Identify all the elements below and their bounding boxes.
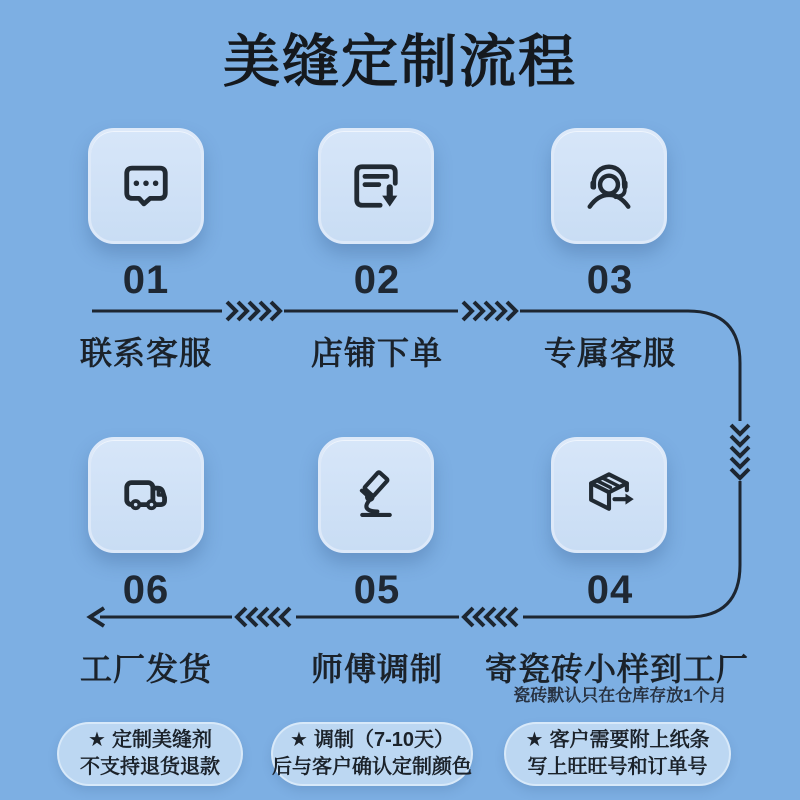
star-icon: ★ (290, 729, 308, 751)
chevrons-down (731, 425, 749, 478)
chevrons-left-1 (464, 608, 517, 626)
step-label: 专属客服 (543, 335, 676, 371)
note-pill-2 (271, 722, 473, 786)
headset-agent-icon (576, 153, 642, 219)
note-line-1: ★ 调制（7-10天） (290, 729, 454, 751)
step-card-01 (88, 128, 204, 244)
step-sublabel: 瓷砖默认只在仓库存放1个月 (513, 686, 727, 705)
step-number: 05 (353, 568, 401, 612)
chevrons-right-1 (227, 302, 280, 320)
step-label: 寄瓷砖小样到工厂 (485, 651, 750, 687)
step-card-05 (318, 437, 434, 553)
step-label: 师傅调制 (310, 651, 443, 687)
note-line-2: 不支持退货退款 (80, 756, 220, 778)
step-card-04 (551, 437, 667, 553)
step-number: 06 (122, 568, 170, 612)
step-number: 02 (353, 258, 401, 302)
step-card-06 (88, 437, 204, 553)
step-number: 03 (586, 258, 634, 302)
delivery-truck-icon (113, 462, 179, 528)
note-pill-1 (57, 722, 243, 786)
star-icon: ★ (525, 729, 544, 751)
note-line-2: 后与客户确认定制颜色 (272, 756, 472, 778)
chevrons-right-2 (463, 302, 516, 320)
step-number: 01 (122, 258, 170, 302)
package-send-icon (576, 462, 642, 528)
page-title: 美缝定制流程 (223, 30, 577, 94)
step-card-02 (318, 128, 434, 244)
note-line-2: 写上旺旺号和订单号 (527, 756, 708, 778)
star-icon: ★ (88, 729, 106, 751)
step-label: 店铺下单 (310, 335, 443, 371)
step-label: 工厂发货 (79, 651, 212, 687)
chevrons-left-2 (237, 608, 290, 626)
chat-bubble-icon (113, 153, 179, 219)
note-line-1: ★ 定制美缝剂 (88, 729, 212, 751)
note-line-1: ★ 客户需要附上纸条 (525, 729, 710, 751)
note-pill-3 (504, 722, 731, 786)
step-label: 联系客服 (79, 335, 212, 371)
microscope-icon (343, 462, 409, 528)
step-card-03 (551, 128, 667, 244)
order-document-icon (343, 153, 409, 219)
step-number: 04 (586, 568, 634, 612)
